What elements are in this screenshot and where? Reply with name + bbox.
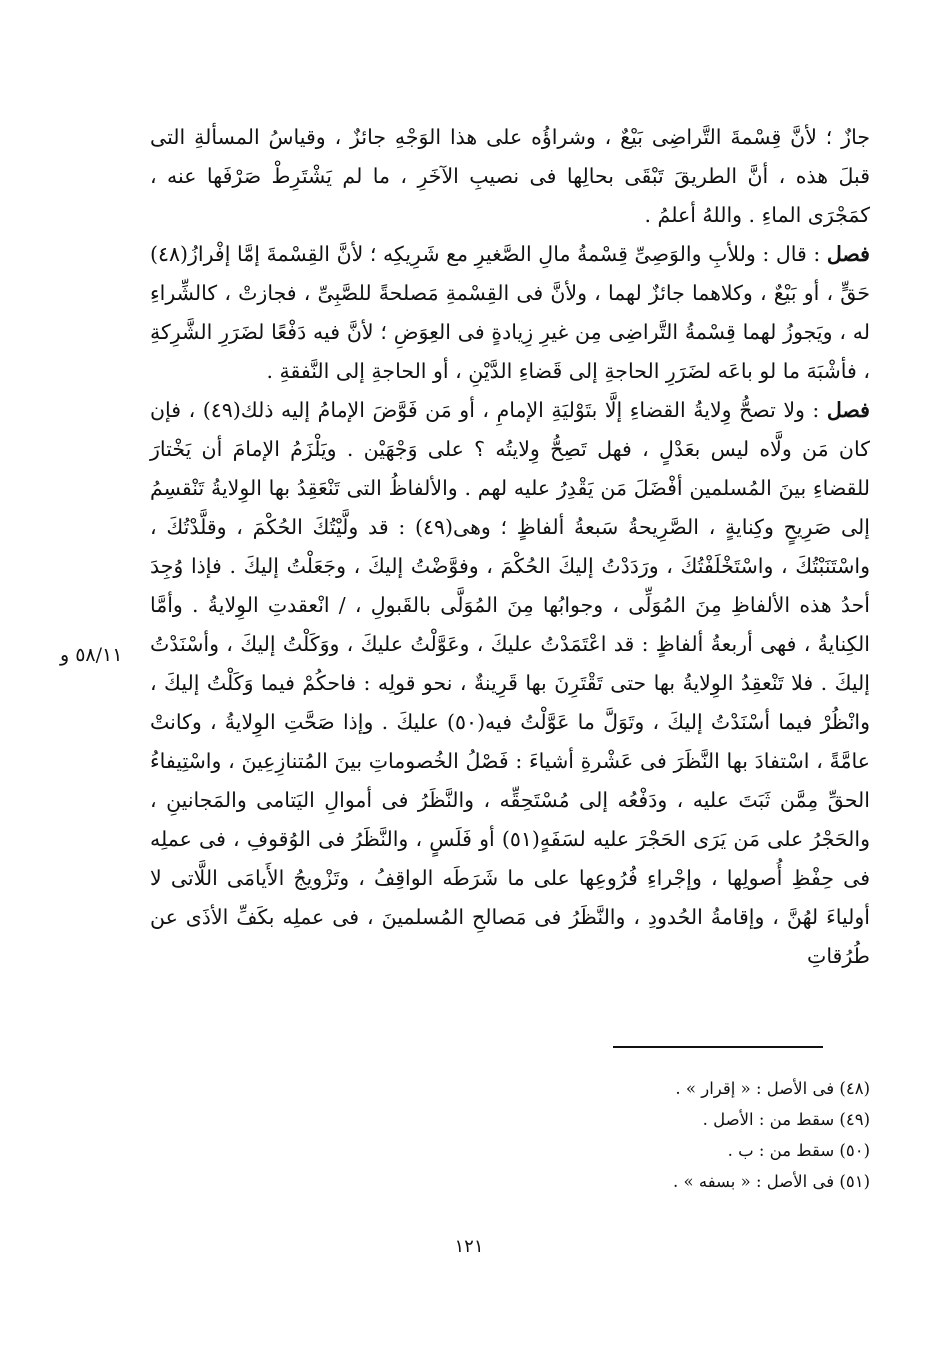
section-heading: فصل — [826, 398, 870, 422]
footnote: (٤٨) فى الأصل : « إقرار » . — [675, 1079, 870, 1098]
paragraph-1-text: جازٌ ؛ لأنَّ قِسْمةَ التَّراضِى بَيْعٌ ، وشراؤُه على هذا الوَجْهِ جائزٌ ، وقياسُ المسألةِ التى قبلَ هذه ، أنَّ الطريقَ تَبْقَى بحالِها فى نصيبِ الآخَرِ ، ما لم يَشْتَرِطْ صَرْفَها عنه ، كمَجْرَى الماءِ . واللهُ أعلمُ . — [150, 125, 870, 227]
footnote: (٥١) فى الأصل : « بسفه » . — [673, 1172, 870, 1191]
paragraph-2-text: : قال : وللأبِ والوَصِىِّ قِسْمةُ مالِ الصَّغيرِ مع شَرِيكِه ؛ لأنَّ القِسْمةَ إمَّا إفْرازُ(٤٨) حَقٍّ ، أو بَيْعٌ ، وكلاهما جائزٌ لهما ، ولأنَّ فى القِسْمةِ مَصلحةً للصَّبِىِّ ، فجازتْ ، كالشِّراءِ له ، ويَجوزُ لهما قِسْمةُ التَّراضِى مِن غيرِ زِيادةٍ فى العِوَضِ ؛ لأنَّ فيه دَفْعًا لضَرَرِ الشَّرِكةِ ، فأشْبَهَ ما لو باعَه لضَرَرِ الحاجةِ إلى قَضاءِ الدَّيْنِ ، أو الحاجةِ إلى النَّفقةِ . — [150, 242, 870, 383]
paragraph-1 — [150, 118, 870, 235]
section-heading: فصل — [826, 242, 870, 266]
page-number: ١٢١ — [454, 1236, 484, 1257]
paragraph-2 — [150, 235, 870, 391]
paragraph-3 — [150, 391, 870, 976]
footnotes — [450, 1073, 870, 1197]
paragraph-3-text: : ولا تصحُّ وِلايةُ القضاءِ إلَّا بتَوْليَةِ الإمامِ ، أو مَن فَوَّضَ الإمامُ إليه ذلك(٤٩) ، فإن كان مَن ولَّاه ليس بعَدْلٍ ، فهل تَصِحُّ وِلايتُه ؟ على وَجْهَيْن . ويَلْزَمُ الإمامَ أن يَخْتارَ للقضاءِ بينَ المُسلمين أفْضَلَ مَن يَقْدِرُ عليه لهم . والألفاظُ التى تَنْعَقِدُ بها الوِلايةُ تَنْقسِمُ إلى صَرِيحٍ وكِنايةٍ ، الصَّرِيحةُ سَبعةُ ألفاظٍ ؛ وهى(٤٩) : قد ولَّيْتُكَ الحُكْمَ ، وقلَّدْتُكَ ، واسْتَنَبْتُكَ ، واسْتَخْلَفْتُكَ ، ورَدَدْتُ إليكَ الحُكْمَ ، وفوَّضْتُ إليكَ ، وجَعَلْتُ إليكَ . فإذا وُجِدَ أحدُ هذه الألفاظِ مِنَ المُوَلِّى ، وجوابُها مِنَ المُوَلَّى بالقَبولِ ، / انْعقدتِ الوِلايةُ . وأمَّا الكِنايةُ ، فهى أربعةُ ألفاظٍ : قد اعْتَمَدْتُ عليكَ ، وعَوَّلْتُ عليكَ ، ووَكَلْتُ إليكَ ، وأسْنَدْتُ إليكَ . فلا تَنْعقِدُ الوِلايةُ بها حتى تَقْتَرِنَ بها قَرِينةٌ ، نحو قولِه : فاحكُمْ فيما وَكَلْتُ إليكَ ، وانْظُرْ فيما أسْنَدْتُ إليكَ ، وتَوَلَّ ما عَوَّلْتُ فيه(٥٠) عليكَ . وإذا صَحَّتِ الوِلايةُ ، وكانتْ عامَّةً ، اسْتفادَ بها النَّظَرَ فى عَشْرةِ أشياءَ : فَصْلُ الخُصوماتِ بينَ المُتنازِعِينَ ، واسْتِيفاءُ الحقِّ مِمَّن ثَبَتَ عليه ، ودَفْعُه إلى مُسْتَحِقِّه ، والنَّظَرُ فى أموالِ اليَتامى والمَجانينِ ، والحَجْرُ على مَن يَرَى الحَجْرَ عليه لسَفَهٍ(٥١) أو فَلَسٍ ، والنَّظَرُ فى الوُقوفِ ، فى عملِه فى حِفْظِ أُصولِها ، وإجْراءِ فُرُوعِها على ما شَرَطَه الواقِفُ ، وتَزْويجُ الأَيامَى اللَّاتى لا أولياءَ لهُنَّ ، وإقامةُ الحُدودِ ، والنَّظَرُ فى مَصالحِ المُسلمينَ ، فى عملِه بكَفِّ الأذَى عن طُرُقاتِ — [150, 398, 870, 968]
footnote: (٥٠) سقط من : ب . — [727, 1141, 870, 1160]
footnote: (٤٩) سقط من : الأصل . — [702, 1110, 870, 1129]
footnote-separator — [613, 1046, 823, 1048]
main-text — [150, 118, 870, 976]
manuscript-folio-note: ٥٨/١١ و — [60, 644, 123, 666]
